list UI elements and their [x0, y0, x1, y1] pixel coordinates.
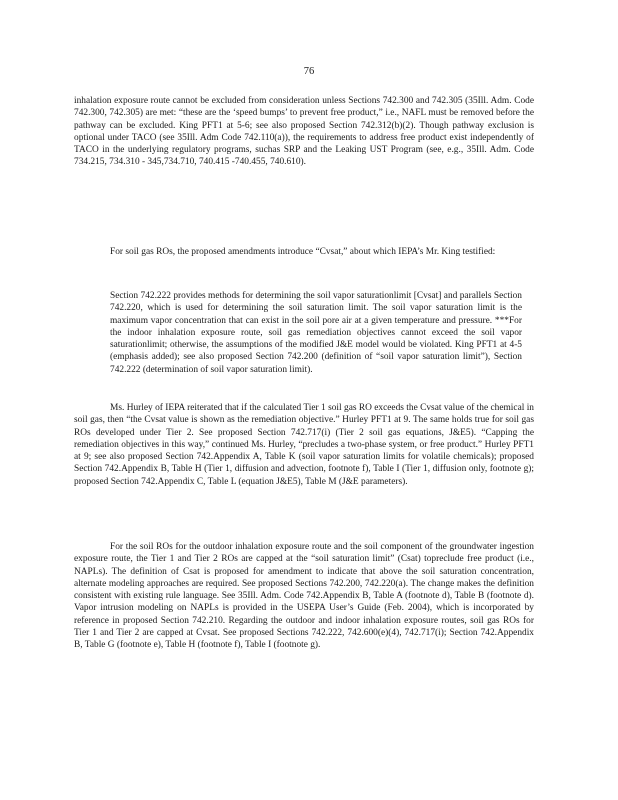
paragraph-soil-gas-intro: For soil gas ROs, the proposed amendments introduce “Cvsat,” about which IEPA’s Mr. King testified: [110, 247, 496, 257]
paragraph-free-product-exclusion: inhalation exposure route cannot be excluded from consideration unless Sections 742.300 and 742.305 (35Ill. Adm. Code 742.300, 742.305) are met: “these are the ‘speed bumps’ to prevent free product,” i.e., NAFL must be removed before the pathway can be excluded. King PFT1 at 5-6; see also proposed Section 742.312(b)(2). Though pathway exclusion is optional under TACO (see 35Ill. Adm Code 742.110(a)), the requirements to address free product exist independently of TACO in the underlying regulatory programs, suchas SRP and the Leaking UST Program (see, e.g., 35Ill. Adm. Code 734.215, 734.310 - 345,734.710, 740.415 -740.455, 740.610). [74, 96, 534, 168]
paragraph-hurley-testimony: Ms. Hurley of IEPA reiterated that if the calculated Tier 1 soil gas RO exceeds the Cvsat value of the chemical in soil gas, then “the Cvsat value is shown as the remediation objective.” Hurley PFT1 at 9. The same holds true for soil gas ROs developed under Tier 2. See proposed Section 742.717(i) (Tier 2 soil gas equations, J&E5). “Capping the remediation objectives in this way,” continued Ms. Hurley, “precludes a two-phase system, or free product.” Hurley PFT1 at 9; see also proposed Section 742.Appendix A, Table K (soil vapor saturation limits for volatile chemicals); proposed Section 742.Appendix B, Table H (Tier 1, diffusion and advection, footnote f), Table I (Tier 1, diffusion only, footnote g); proposed Section 742.Appendix C, Table L (equation J&E5), Table M (J&E parameters). [74, 403, 534, 487]
page-number: 76 [303, 66, 315, 77]
block-quote-king-testimony: Section 742.222 provides methods for determining the soil vapor saturationlimit [Cvsat] and parallels Section 742.220, which is used for determining the soil saturation limit. The soil vapor saturation limit is the maximum vapor concentration that can exist in the soil pore air at a given temperature and pressure. ***For the indoor inhalation exposure route, soil gas remediation objectives cannot exceed the soil vapor saturationlimit; otherwise, the assumptions of the modified J&E model would be violated. King PFT1 at 4-5 (emphasis added); see also proposed Section 742.200 (definition of “soil vapor saturation limit”), Section 742.222 (determination of soil vapor saturation limit). [110, 291, 522, 375]
paragraph-soil-saturation-limit: For the soil ROs for the outdoor inhalation exposure route and the soil component of the groundwater ingestion exposure route, the Tier 1 and Tier 2 ROs are capped at the “soil saturation limit” (Csat) topreclude free product (i.e., NAPLs). The definition of Csat is proposed for amendment to indicate that above the soil saturation concentration, alternate modeling approaches are required. See proposed Sections 742.200, 742.220(a). The change makes the definition consistent with existing rule language. See 35Ill. Adm. Code 742.Appendix B, Table A (footnote d), Table B (footnote d). Vapor intrusion modeling on NAPLs is provided in the USEPA User’s Guide (Feb. 2004), which is incorporated by reference in proposed Section 742.210. Regarding the outdoor and indoor inhalation exposure routes, soil gas ROs for Tier 1 and Tier 2 are capped at Cvsat. See proposed Sections 742.222, 742.600(e)(4), 742.717(i); Section 742.Appendix B, Table G (footnote e), Table H (footnote f), Table I (footnote g). [74, 542, 534, 651]
